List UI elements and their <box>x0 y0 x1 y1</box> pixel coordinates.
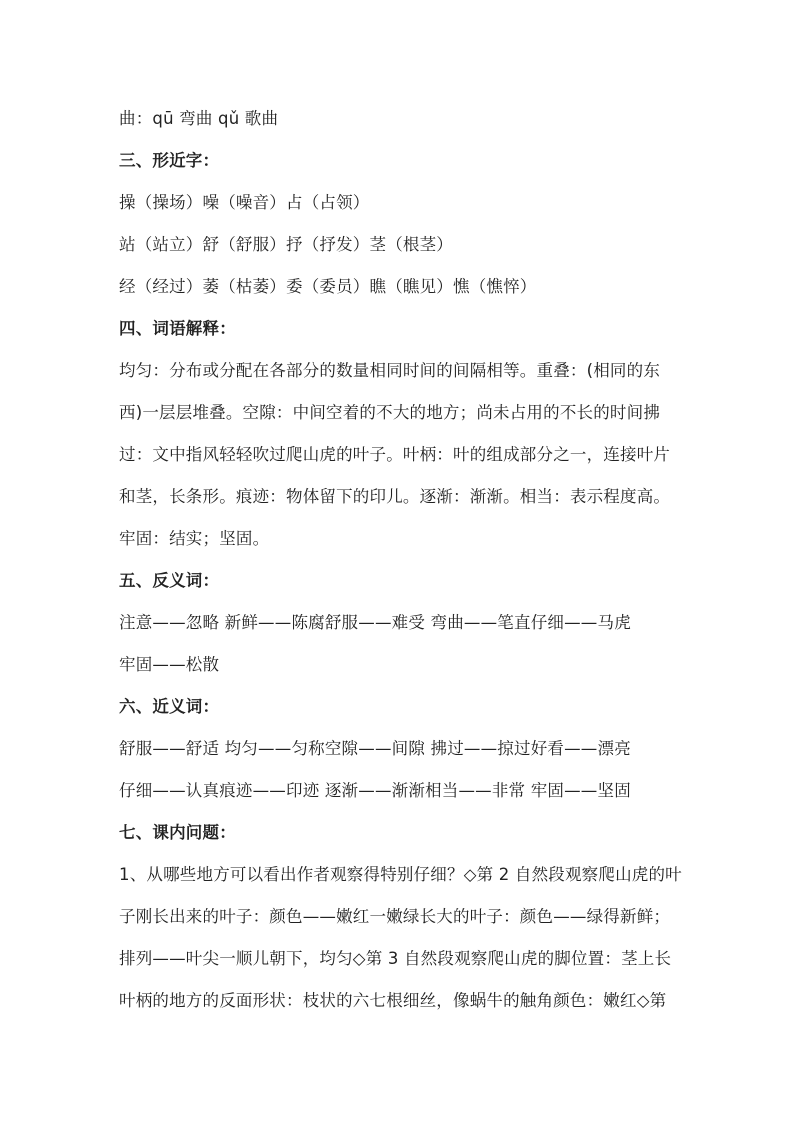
polyphone-line: 曲：qū 弯曲 qǔ 歌曲 <box>119 109 279 128</box>
text-line: 过：文中指风轻轻吹过爬山虎的叶子。叶柄：叶的组成部分之一，连接叶片 <box>119 445 671 464</box>
section-heading-antonyms: 五、反义词： <box>119 571 220 590</box>
text-line: 注意——忽略 新鲜——陈腐舒服——难受 弯曲——笔直仔细——马虎 <box>119 613 631 632</box>
section-heading-similar-chars: 三、形近字： <box>119 151 220 170</box>
text-line: 1、从哪些地方可以看出作者观察得特别仔细？◇第 2 自然段观察爬山虎的叶 <box>119 865 682 884</box>
section-heading-word-explanations: 四、词语解释： <box>119 319 236 338</box>
section-heading-synonyms: 六、近义词： <box>119 697 220 716</box>
text-line: 仔细——认真痕迹——印迹 逐渐——渐渐相当——非常 牢固——坚固 <box>119 781 631 800</box>
text-line: 子刚长出来的叶子：颜色——嫩红一嫩绿长大的叶子：颜色——绿得新鲜； <box>119 907 671 926</box>
section-heading-lesson-questions: 七、课内问题： <box>119 823 236 842</box>
text-line: 和茎，长条形。痕迹：物体留下的印儿。逐渐：渐渐。相当：表示程度高。 <box>119 487 671 506</box>
text-line: 经（经过）萎（枯萎）委（委员）瞧（瞧见）憔（憔悴） <box>119 277 537 296</box>
text-line: 均匀：分布或分配在各部分的数量相同时间的间隔相等。重叠：(相同的东 <box>119 361 661 380</box>
text-line: 叶柄的地方的反面形状：枝状的六七根细丝，像蜗牛的触角颜色：嫩红◇第 <box>119 991 667 1010</box>
text-line: 操（操场）噪（噪音）占（占领） <box>119 193 370 212</box>
text-line: 牢固——松散 <box>119 655 220 674</box>
text-line: 舒服——舒适 均匀——匀称空隙——间隙 拂过——掠过好看——漂亮 <box>119 739 631 758</box>
text-line: 排列——叶尖一顺儿朝下，均匀◇第 3 自然段观察爬山虎的脚位置：茎上长 <box>119 949 672 968</box>
text-line: 站（站立）舒（舒服）抒（抒发）茎（根茎） <box>119 235 453 254</box>
text-line: 西)一层层堆叠。空隙：中间空着的不大的地方；尚未占用的不长的时间拂 <box>119 403 661 422</box>
text-line: 牢固：结实；坚固。 <box>119 529 270 548</box>
